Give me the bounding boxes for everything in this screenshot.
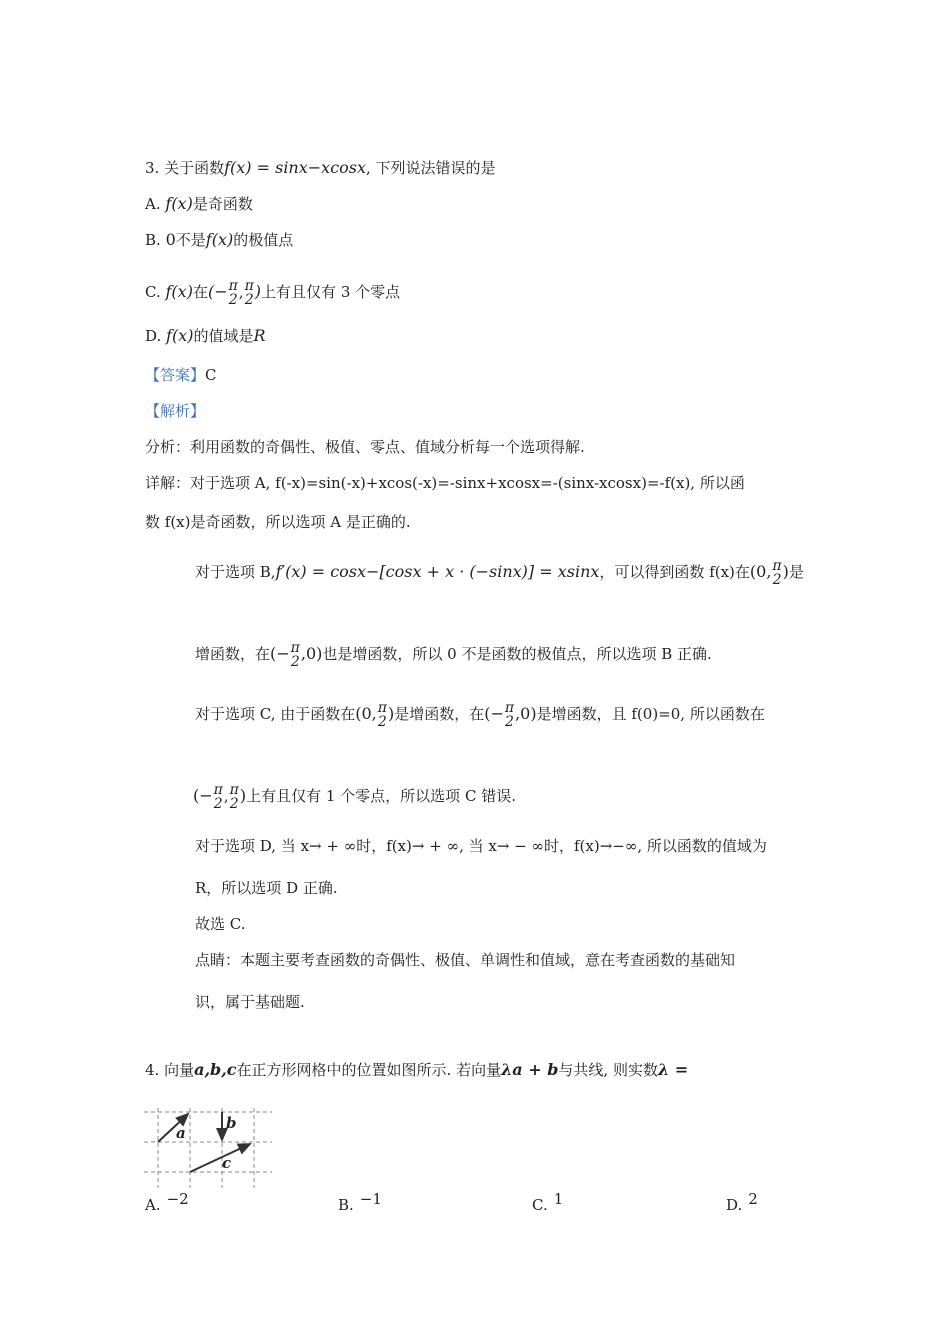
c-end: 是增函数，且 f(0)=0, 所以函数在 bbox=[536, 705, 765, 723]
b2-prefix: 增函数，在 bbox=[195, 645, 271, 663]
analysis-tag: 【解析】 bbox=[145, 402, 206, 420]
vector-c-label: c bbox=[222, 1154, 232, 1172]
q3-option-c-open: (− bbox=[207, 282, 228, 301]
c-prefix: 对于选项 C, 由于函数在 bbox=[195, 705, 356, 723]
answer-value: C bbox=[205, 366, 217, 384]
option-c-explanation-2 bbox=[193, 776, 516, 816]
q3-option-b bbox=[145, 230, 293, 250]
q3-option-c bbox=[145, 272, 400, 312]
b-close: ) bbox=[782, 562, 789, 581]
q3-option-b-formula: f(x) bbox=[205, 230, 234, 249]
q3-option-d-label: D. bbox=[145, 327, 162, 345]
option-d-explanation-1: 对于选项 D, 当 x→ + ∞时，f(x)→ + ∞, 当 x→ − ∞时，f(x)→−∞, 所以函数的值域为 bbox=[195, 837, 767, 855]
c-open2: (− bbox=[484, 704, 504, 723]
q4-stem-suffix: 与共线, 则实数 bbox=[558, 1061, 658, 1079]
c-close2: ,0) bbox=[515, 704, 537, 723]
q3-option-c-close: ) bbox=[254, 282, 262, 301]
b-prefix: 对于选项 B, bbox=[195, 563, 276, 581]
q3-option-b-text1: 不是 bbox=[175, 231, 206, 249]
q4-stem bbox=[145, 1060, 688, 1080]
fraction-pi-over-2: π 2 bbox=[504, 700, 515, 730]
vector-a-label: a bbox=[176, 1124, 186, 1142]
q3-option-b-label: B. bbox=[145, 231, 161, 249]
vector-grid-figure bbox=[140, 1108, 280, 1190]
q3-option-a-formula: f(x) bbox=[165, 194, 193, 213]
q3-option-a-text: 是奇函数 bbox=[192, 195, 253, 213]
q3-option-a-label: A. bbox=[145, 195, 161, 213]
vector-c-arrow bbox=[190, 1144, 250, 1172]
answer-line bbox=[145, 365, 217, 385]
fenxi-line: 分析：利用函数的奇偶性、极值、零点、值域分析每一个选项得解. bbox=[145, 438, 585, 456]
q4-option-c bbox=[532, 1190, 564, 1214]
b2-open: (− bbox=[270, 644, 290, 663]
dianjing-line-1: 点睛：本题主要考查函数的奇偶性、极值、单调性和值域，意在考查函数的基础知 bbox=[195, 951, 736, 969]
c-mid: 是增函数，在 bbox=[394, 705, 485, 723]
q4-option-a-value: −2 bbox=[166, 1190, 189, 1208]
q4-option-b bbox=[338, 1190, 382, 1214]
b-open: (0, bbox=[749, 562, 772, 581]
b2-close: ,0) bbox=[300, 644, 323, 663]
grid-lines bbox=[144, 1108, 272, 1188]
fraction-pi-over-2: π 2 bbox=[213, 782, 223, 812]
fraction-pi-over-2: π 2 bbox=[244, 278, 254, 308]
q3-option-b-text2: 的极值点 bbox=[233, 231, 294, 249]
fraction-pi-over-2: π 2 bbox=[229, 782, 239, 812]
q4-stem-mid: 在正方形网格中的位置如图所示. 若向量 bbox=[236, 1061, 502, 1079]
q4-stem-vectors: a,b,c bbox=[194, 1060, 237, 1079]
q3-option-d bbox=[145, 326, 266, 346]
q3-option-c-text1: 在 bbox=[192, 283, 208, 301]
c-close: ) bbox=[387, 704, 395, 723]
q4-stem-lambda: λ = bbox=[657, 1060, 689, 1079]
q4-stem-prefix: 4. 向量 bbox=[145, 1061, 195, 1079]
fraction-pi-over-2: π 2 bbox=[772, 558, 782, 588]
c2-close: ) bbox=[239, 786, 247, 805]
q3-stem bbox=[145, 158, 496, 178]
q3-stem-formula: f(x) = sinx−xcosx bbox=[224, 158, 367, 177]
q4-option-d-value: 2 bbox=[748, 1190, 758, 1208]
option-b-explanation-2 bbox=[195, 634, 712, 674]
q4-stem-expr: λa + b bbox=[501, 1060, 559, 1079]
c2-comma: , bbox=[223, 787, 229, 805]
q3-option-c-text2: 上有且仅有 3 个零点 bbox=[261, 283, 401, 301]
q4-option-b-value: −1 bbox=[359, 1190, 382, 1208]
q3-option-c-comma: , bbox=[238, 283, 244, 301]
q3-option-c-label: C. bbox=[145, 283, 161, 301]
q4-option-d-label: D. bbox=[726, 1196, 743, 1214]
fraction-pi-over-2: π 2 bbox=[290, 640, 300, 670]
dianjing-line-2: 识，属于基础题. bbox=[195, 993, 305, 1011]
option-d-explanation-2: R，所以选项 D 正确. bbox=[195, 879, 338, 897]
q4-option-a bbox=[145, 1190, 189, 1214]
q3-option-c-formula: f(x) bbox=[165, 282, 193, 301]
q3-option-a bbox=[145, 194, 253, 214]
xiangjie-line-2: 数 f(x)是奇函数，所以选项 A 是正确的. bbox=[145, 513, 411, 531]
q4-option-d bbox=[726, 1190, 758, 1214]
q3-stem-suffix: , 下列说法错误的是 bbox=[366, 159, 496, 177]
q3-stem-prefix: 3. 关于函数 bbox=[145, 159, 225, 177]
b-derivative-formula: f′(x) = cosx−[cosx + x · (−sinx)] = xsinx bbox=[275, 562, 600, 581]
q3-option-d-formula: f(x) bbox=[166, 326, 194, 345]
q4-option-a-label: A. bbox=[145, 1196, 161, 1214]
xiangjie-line-1: 详解：对于选项 A, f(-x)=sin(-x)+xcos(-x)=-sinx+xcosx=-(sinx-xcosx)=-f(x), 所以函 bbox=[145, 474, 745, 492]
b-end: 是 bbox=[788, 563, 804, 581]
b2-end: 也是增函数，所以 0 不是函数的极值点，所以选项 B 正确. bbox=[322, 645, 712, 663]
q3-option-d-text: 的值域是 bbox=[193, 327, 254, 345]
c2-end: 上有且仅有 1 个零点，所以选项 C 错误. bbox=[246, 787, 516, 805]
c-open: (0, bbox=[355, 704, 377, 723]
q3-option-d-r: R bbox=[253, 326, 266, 345]
answer-tag: 【答案】 bbox=[145, 366, 206, 384]
q3-option-b-zero: 0 bbox=[165, 230, 176, 249]
vector-b-label: b bbox=[226, 1114, 237, 1132]
c2-open: (− bbox=[193, 786, 213, 805]
fraction-pi-over-2: π 2 bbox=[228, 278, 238, 308]
q4-option-b-label: B. bbox=[338, 1196, 354, 1214]
q4-option-c-label: C. bbox=[532, 1196, 548, 1214]
conclusion-line: 故选 C. bbox=[195, 915, 246, 933]
fraction-pi-over-2: π 2 bbox=[377, 700, 387, 730]
option-b-explanation bbox=[195, 552, 804, 592]
q4-option-c-value: 1 bbox=[553, 1190, 564, 1208]
b-mid: ，可以得到函数 f(x)在 bbox=[599, 563, 750, 581]
option-c-explanation bbox=[195, 694, 765, 734]
